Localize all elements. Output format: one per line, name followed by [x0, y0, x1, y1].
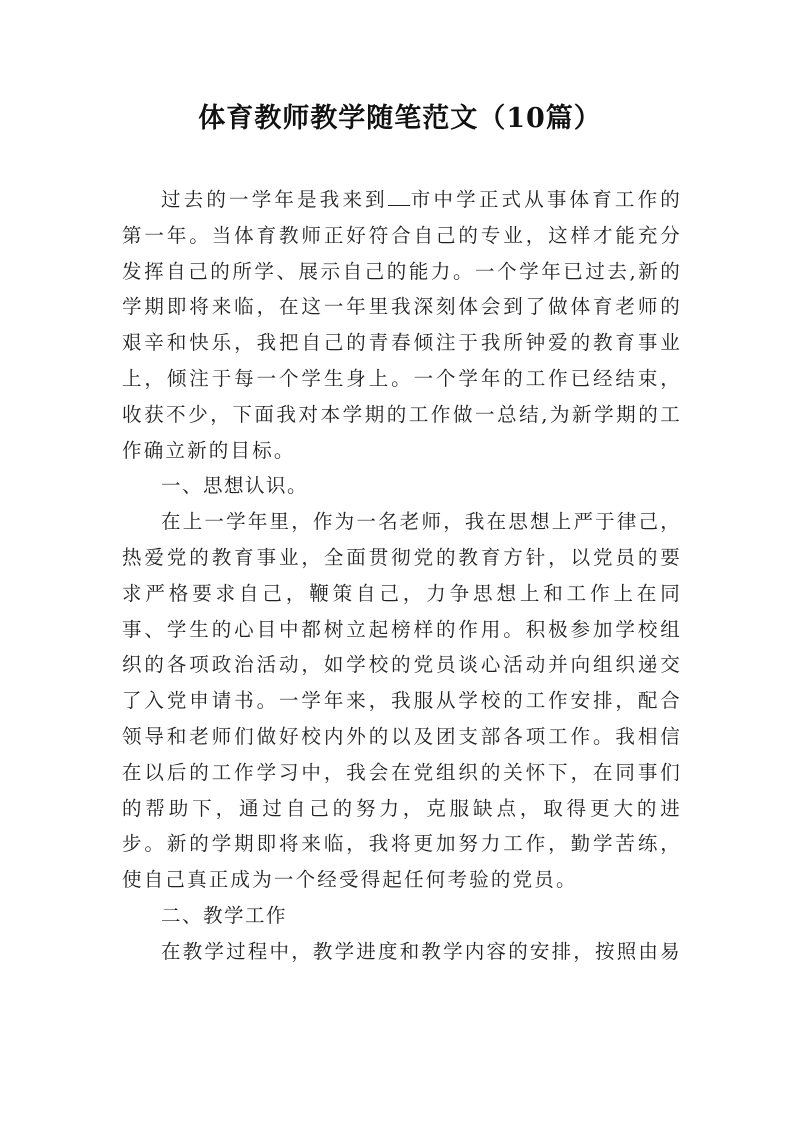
fill-in-blank [388, 187, 410, 206]
document-body [122, 182, 682, 970]
section-heading-ideology: 一、思想认识。 [161, 474, 309, 498]
paragraph-ideology: 在上一学年里，作为一名老师，我在思想上严于律己，热爱党的教育事业，全面贯彻党的教育方针，以党员的要求严格要求自己，鞭策自己，力争思想上和工作上在同事、学生的心目中都树立起榜样的作用。积极参加学校组织的各项政治活动，如学校的党员谈心活动并向组织递交了入党申请书。一学年来，我服从学校的工作安排，配合领导和老师们做好校内外的以及团支部各项工作。我相信在以后的工作学习中，我会在党组织的关怀下，在同事们的帮助下，通过自己的努力，克服缺点，取得更大的进步。新的学期即将来临，我将更加努力工作，勤学苦练，使自己真正成为一个经受得起任何考验的党员。 [122, 510, 682, 892]
paragraph-intro [122, 182, 682, 468]
document-title: 体育教师教学随笔范文（10篇） [198, 103, 602, 134]
section-heading-teaching: 二、教学工作 [161, 903, 288, 927]
paragraph-teaching: 在教学过程中，教学进度和教学内容的安排，按照由易 [161, 939, 682, 963]
paragraph-intro-rest: 市中学正式从事体育工作的第一年。当体育教师正好符合自己的专业，这样才能充分发挥自己的所学、展示自己的能力。一个学年已过去,新的学期即将来临，在这一年里我深刻体会到了做体育老师的艰辛和快乐，我把自己的青春倾注于我所钟爱的教育事业上，倾注于每一个学生身上。一个学年的工作已经结束，收获不少，下面我对本学期的工作做一总结,为新学期的工作确立新的目标。 [122, 188, 682, 462]
paragraph-intro-start: 过去的一学年是我来到 [161, 188, 388, 211]
